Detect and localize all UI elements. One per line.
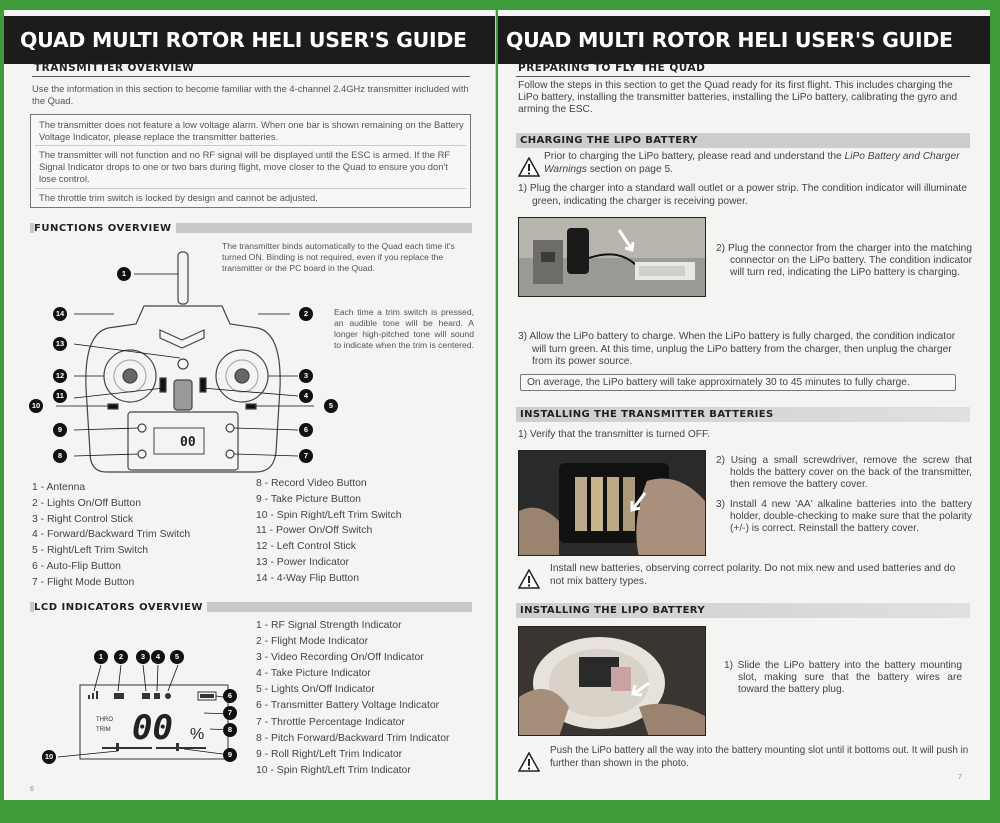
lcd-callout-1: 1 <box>94 650 108 664</box>
lcd-screen <box>154 428 204 454</box>
left-stick <box>123 369 137 383</box>
list-item: 6 - Auto-Flip Button <box>32 560 121 572</box>
list-item: 8 - Record Video Button <box>256 478 367 489</box>
list-item: 11 - Power On/Off Switch <box>256 525 373 537</box>
callout-7: 7 <box>299 449 313 463</box>
note-rf-signal: The transmitter will not function and no RF signal will be displayed until the ESC is armed. If the RF Signal Indicator drops to one or two bars during flight, move closer to the Quad to ensure you don't lose control. <box>39 149 451 185</box>
divider <box>35 188 466 189</box>
callout-9: 9 <box>53 423 67 437</box>
warning-icon <box>518 157 540 177</box>
charger-photo <box>518 217 706 297</box>
heading-rule <box>516 76 970 77</box>
list-item: 3 - Video Recording On/Off Indicator <box>256 652 424 664</box>
callout-2: 2 <box>299 307 313 321</box>
lcd-callout-2: 2 <box>114 650 128 664</box>
lipo-install-heading: INSTALLING THE LIPO BATTERY <box>516 603 970 618</box>
warning-icon <box>518 569 540 589</box>
right-page-banner: QUAD MULTI ROTOR HELI USER'S GUIDE <box>498 16 990 64</box>
callout-12: 12 <box>53 369 67 383</box>
list-item: 9 - Take Picture Button <box>256 493 361 505</box>
callout-11: 11 <box>53 389 67 403</box>
list-item: 13 - Power Indicator <box>256 556 349 568</box>
transmitter-batteries-heading: INSTALLING THE TRANSMITTER BATTERIES <box>516 407 970 422</box>
list-item: 4 - Take Picture Indicator <box>256 668 371 680</box>
list-item: 8 - Pitch Forward/Backward Trim Indicator <box>256 732 450 744</box>
heading-rule <box>32 76 470 77</box>
list-item: 2 - Lights On/Off Button <box>32 497 141 509</box>
callout-3: 3 <box>299 369 313 383</box>
lcd-callout-7: 7 <box>223 706 237 720</box>
charging-time-note: On average, the LiPo battery will take approximately 30 to 45 minutes to fully charge. <box>520 374 956 391</box>
left-page-banner: QUAD MULTI ROTOR HELI USER'S GUIDE <box>4 16 495 64</box>
tx-batteries-warning: Install new batteries, observing correct polarity. Do not mix new and used batteries and do not mix battery types. <box>550 563 956 587</box>
functions-overview-heading: FUNCTIONS OVERVIEW <box>34 223 176 234</box>
transmitter-batteries-photo <box>518 450 706 556</box>
right-stick <box>235 369 249 383</box>
warning-icon <box>518 752 540 772</box>
tx-batteries-step-3: 3) Install 4 new 'AA' alkaline batteries into the battery holder, double-checking to make sure that the polarity (+/-) is correct. Reinstall the battery cover. <box>716 499 972 535</box>
list-item: 2 - Flight Mode Indicator <box>256 636 369 648</box>
transmitter-overview-intro: Use the information in this section to become familiar with the 4-channel 2.4GHz transmitter included with the Quad. <box>32 83 469 107</box>
callout-8: 8 <box>53 449 67 463</box>
lipo-install-warning: Push the LiPo battery all the way into the battery mounting slot until it bottoms out. It will push in further than shown in the photo. <box>550 745 969 769</box>
divider <box>35 145 466 146</box>
svg-text:%: % <box>190 726 205 743</box>
charging-step-3: 3) Allow the LiPo battery to charge. When the LiPo battery is fully charged, the condition indicator will turn green. At this time, unplug the LiPo battery from the charger, then unplug the charger from its power source. <box>518 331 956 368</box>
transmitter-diagram <box>44 238 314 478</box>
page-number: 7 <box>958 774 962 781</box>
list-item: 4 - Forward/Backward Trim Switch <box>32 529 191 541</box>
power-indicator-led <box>178 359 188 369</box>
right-page <box>498 10 990 800</box>
list-item: 6 - Transmitter Battery Voltage Indicator <box>256 700 440 712</box>
list-item: 3 - Right Control Stick <box>32 513 134 525</box>
note-low-voltage: The transmitter does not feature a low voltage alarm. When one bar is shown remaining on the Battery Voltage Indicator, please replace the transmitter batteries. <box>39 119 464 143</box>
trim-tone-text: Each time a trim switch is pressed, an audible tone will be heard. A longer high-pitched tone will sound to indicate when the trim is centered. <box>334 307 474 350</box>
lipo-install-step-1: 1) Slide the LiPo battery into the battery mounting slot, making sure that the battery wires are toward the battery plug. <box>724 660 962 696</box>
list-item: 10 - Spin Right/Left Trim Switch <box>256 509 402 521</box>
list-item: 1 - Antenna <box>32 482 86 493</box>
lipo-install-photo <box>518 626 706 736</box>
functions-list-right <box>256 476 402 587</box>
list-item: 5 - Right/Left Trim Switch <box>32 545 149 557</box>
list-item: 10 - Spin Right/Left Trim Indicator <box>256 764 411 776</box>
list-item: 7 - Throttle Percentage Indicator <box>256 716 405 728</box>
lcd-callout-4: 4 <box>151 650 165 664</box>
left-page <box>4 10 496 800</box>
charging-step-2: 2) Plug the connector from the charger into the matching connector on the LiPo battery. The condition indicator will turn red, indicating the LiPo battery is charging. <box>716 243 972 279</box>
callout-14: 14 <box>53 307 67 321</box>
charging-warning: Prior to charging the LiPo battery, please read and understand the LiPo Battery and Charger Warnings section on page 5. <box>544 151 960 175</box>
preparing-intro: Follow the steps in this section to get the Quad ready for its first flight. This includes charging the LiPo battery, installing the transmitter batteries, installing the LiPo battery, calibrating the gyro and arming the ESC. <box>518 80 958 115</box>
charging-step-1: 1) Plug the charger into a standard wall outlet or a power strip. The condition indicator will illuminate green, indicating the charger is receiving power. <box>518 183 967 207</box>
lcd-callout-5: 5 <box>170 650 184 664</box>
callout-13: 13 <box>53 337 67 351</box>
list-item: 7 - Flight Mode Button <box>32 576 135 588</box>
callout-10: 10 <box>29 399 43 413</box>
lcd-thro-label: THRO <box>96 717 113 723</box>
transmitter-overview-heading: TRANSMITTER OVERVIEW <box>34 62 195 74</box>
antenna-shape <box>178 252 188 304</box>
lcd-trim-label: TRIM <box>96 727 111 733</box>
functions-list-left <box>32 480 190 591</box>
callout-1: 1 <box>117 267 131 281</box>
list-item: 14 - 4-Way Flip Button <box>256 572 359 584</box>
list-item: 9 - Roll Right/Left Trim Indicator <box>256 748 403 760</box>
flip-button-chevron <box>160 330 204 348</box>
callout-4: 4 <box>299 389 313 403</box>
tx-batteries-step-1: 1) Verify that the transmitter is turned OFF. <box>518 429 710 440</box>
lcd-digits: 00 <box>180 435 196 450</box>
tx-batteries-step-2: 2) Using a small screwdriver, remove the screw that holds the battery cover on the back of the transmitter, then remove the battery cover. <box>716 455 972 491</box>
lcd-callout-8: 8 <box>223 723 237 737</box>
lcd-percentage-digits: 00 <box>132 708 173 748</box>
callout-5: 5 <box>324 399 338 413</box>
charging-heading: CHARGING THE LIPO BATTERY <box>516 133 970 148</box>
lcd-indicators-list <box>256 618 449 779</box>
list-item: 12 - Left Control Stick <box>256 541 356 553</box>
note-throttle-trim: The throttle trim switch is locked by design and cannot be adjusted. <box>39 192 318 203</box>
lcd-callout-3: 3 <box>136 650 150 664</box>
preparing-heading: PREPARING TO FLY THE QUAD <box>518 62 706 74</box>
lcd-callout-6: 6 <box>223 689 237 703</box>
lcd-callout-9: 9 <box>223 748 237 762</box>
list-item: 1 - RF Signal Strength Indicator <box>256 620 402 631</box>
power-switch <box>174 380 192 410</box>
list-item: 5 - Lights On/Off Indicator <box>256 684 375 696</box>
lcd-overview-heading: LCD INDICATORS OVERVIEW <box>34 602 207 613</box>
page-number: 6 <box>30 786 34 793</box>
lcd-callout-10: 10 <box>42 750 56 764</box>
transmitter-notes-box <box>30 114 471 208</box>
callout-6: 6 <box>299 423 313 437</box>
bind-text: The transmitter binds automatically to the Quad each time it's turned ON. Binding is not required, even if you replace the transmitter or the PC board in the Quad. <box>222 241 455 273</box>
